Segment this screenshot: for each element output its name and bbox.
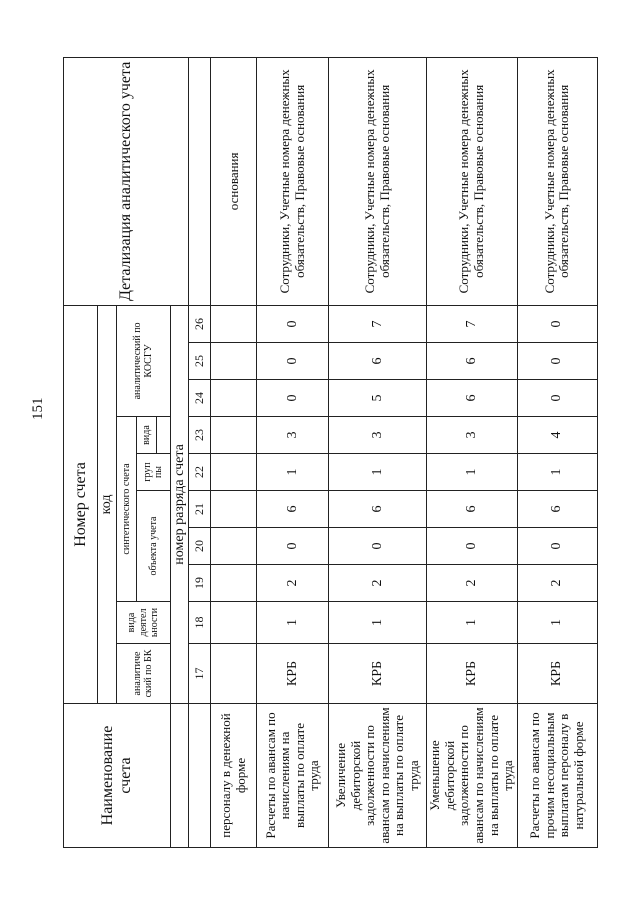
digit-row-name-blank [189, 704, 211, 848]
row-cell: 7 [427, 305, 517, 342]
row-cell: КРБ [517, 644, 597, 704]
row-detail: основания [211, 57, 257, 305]
digit-25: 25 [189, 343, 211, 380]
row-cell: 6 [329, 343, 427, 380]
row-cell: 0 [517, 305, 597, 342]
row-cell: КРБ [329, 644, 427, 704]
row-cell: КРБ [427, 644, 517, 704]
row-detail: Сотрудники, Учетные номера денежных обязательств, Правовые основания [517, 57, 597, 305]
header-code: код [98, 305, 117, 703]
row-cell [211, 343, 257, 380]
row-cell: 1 [517, 454, 597, 491]
header-analytic-bk: аналитиче ский по БК [116, 644, 170, 704]
row-cell: 0 [427, 528, 517, 565]
row-cell: 6 [257, 491, 329, 528]
row-cell [211, 417, 257, 454]
row-cell: 6 [427, 491, 517, 528]
table-row [329, 57, 427, 847]
row-cell: 2 [427, 565, 517, 602]
row-cell: 2 [257, 565, 329, 602]
row-cell: 3 [257, 417, 329, 454]
row-detail: Сотрудники, Учетные номера денежных обязательств, Правовые основания [257, 57, 329, 305]
rotated-table-sheet [63, 58, 586, 848]
row-cell: 0 [329, 528, 427, 565]
row-cell: 6 [517, 491, 597, 528]
row-cell: 0 [517, 380, 597, 417]
row-cell: 1 [257, 602, 329, 644]
header-detail: Детализация аналитического учета [64, 57, 189, 305]
row-cell [211, 305, 257, 342]
table-row [211, 57, 257, 847]
row-cell [211, 565, 257, 602]
digit-19: 19 [189, 565, 211, 602]
row-cell: 5 [329, 380, 427, 417]
digit-18: 18 [189, 602, 211, 644]
table-row [517, 57, 597, 847]
row-name: Увеличение дебиторской задолженности по авансам по начислениям на выплаты по оплате труда [329, 704, 427, 848]
row-cell: 0 [517, 343, 597, 380]
header-object: объекта учета [136, 491, 170, 602]
digit-row-detail-blank [189, 57, 211, 305]
row-cell: 1 [427, 602, 517, 644]
header-name-spacer [170, 704, 189, 848]
row-cell: 6 [329, 491, 427, 528]
row-cell: 1 [517, 602, 597, 644]
row-cell: 0 [257, 380, 329, 417]
row-cell: 6 [427, 343, 517, 380]
row-name: персоналу в денежной форме [211, 704, 257, 848]
row-detail: Сотрудники, Учетные номера денежных обязательств, Правовые основания [329, 57, 427, 305]
digit-26: 26 [189, 305, 211, 342]
row-cell: 2 [329, 565, 427, 602]
header-group: груп пы [136, 454, 170, 491]
header-account-number: Номер счета [64, 305, 98, 703]
digit-24: 24 [189, 380, 211, 417]
row-detail: Сотрудники, Учетные номера денежных обязательств, Правовые основания [427, 57, 517, 305]
row-cell: 6 [427, 380, 517, 417]
row-cell: 4 [517, 417, 597, 454]
row-cell: 0 [257, 528, 329, 565]
row-cell: 2 [517, 565, 597, 602]
row-cell: 7 [329, 305, 427, 342]
row-cell: 1 [329, 602, 427, 644]
table-row [257, 57, 329, 847]
digit-22: 22 [189, 454, 211, 491]
header-account-name: Наименование счета [64, 704, 171, 848]
row-cell [211, 491, 257, 528]
header-analytic-kosgu: аналитический по КОСГУ [116, 305, 170, 416]
header-digit-number: номер разряда счета [170, 305, 189, 703]
row-cell [211, 644, 257, 704]
row-cell: 0 [517, 528, 597, 565]
row-cell [211, 528, 257, 565]
row-cell: 1 [257, 454, 329, 491]
row-cell: 0 [257, 343, 329, 380]
row-name: Уменьшение дебиторской задолженности по авансам по начислениям на выплаты по оплате труда [427, 704, 517, 848]
header-kind-spacer [156, 417, 170, 454]
row-cell [211, 454, 257, 491]
row-cell: 0 [257, 305, 329, 342]
digit-21: 21 [189, 491, 211, 528]
digit-17: 17 [189, 644, 211, 704]
row-cell: 1 [427, 454, 517, 491]
row-cell: 1 [329, 454, 427, 491]
row-cell: КРБ [257, 644, 329, 704]
digit-20: 20 [189, 528, 211, 565]
page-number: 151 [30, 397, 46, 420]
header-synthetic: синтетического счета [116, 417, 136, 602]
table-row [427, 57, 517, 847]
header-kind: вида [136, 417, 156, 454]
accounts-table [63, 57, 598, 848]
digit-23: 23 [189, 417, 211, 454]
row-cell: 3 [329, 417, 427, 454]
row-cell [211, 380, 257, 417]
header-activity-type: вида деятел ьности [116, 602, 170, 644]
row-name: Расчеты по авансам по начислениям на выплаты по оплате труда [257, 704, 329, 848]
row-cell [211, 602, 257, 644]
row-cell: 3 [427, 417, 517, 454]
row-name: Расчеты по авансам по прочим несоциальным выплатам персоналу в натуральной форме [517, 704, 597, 848]
